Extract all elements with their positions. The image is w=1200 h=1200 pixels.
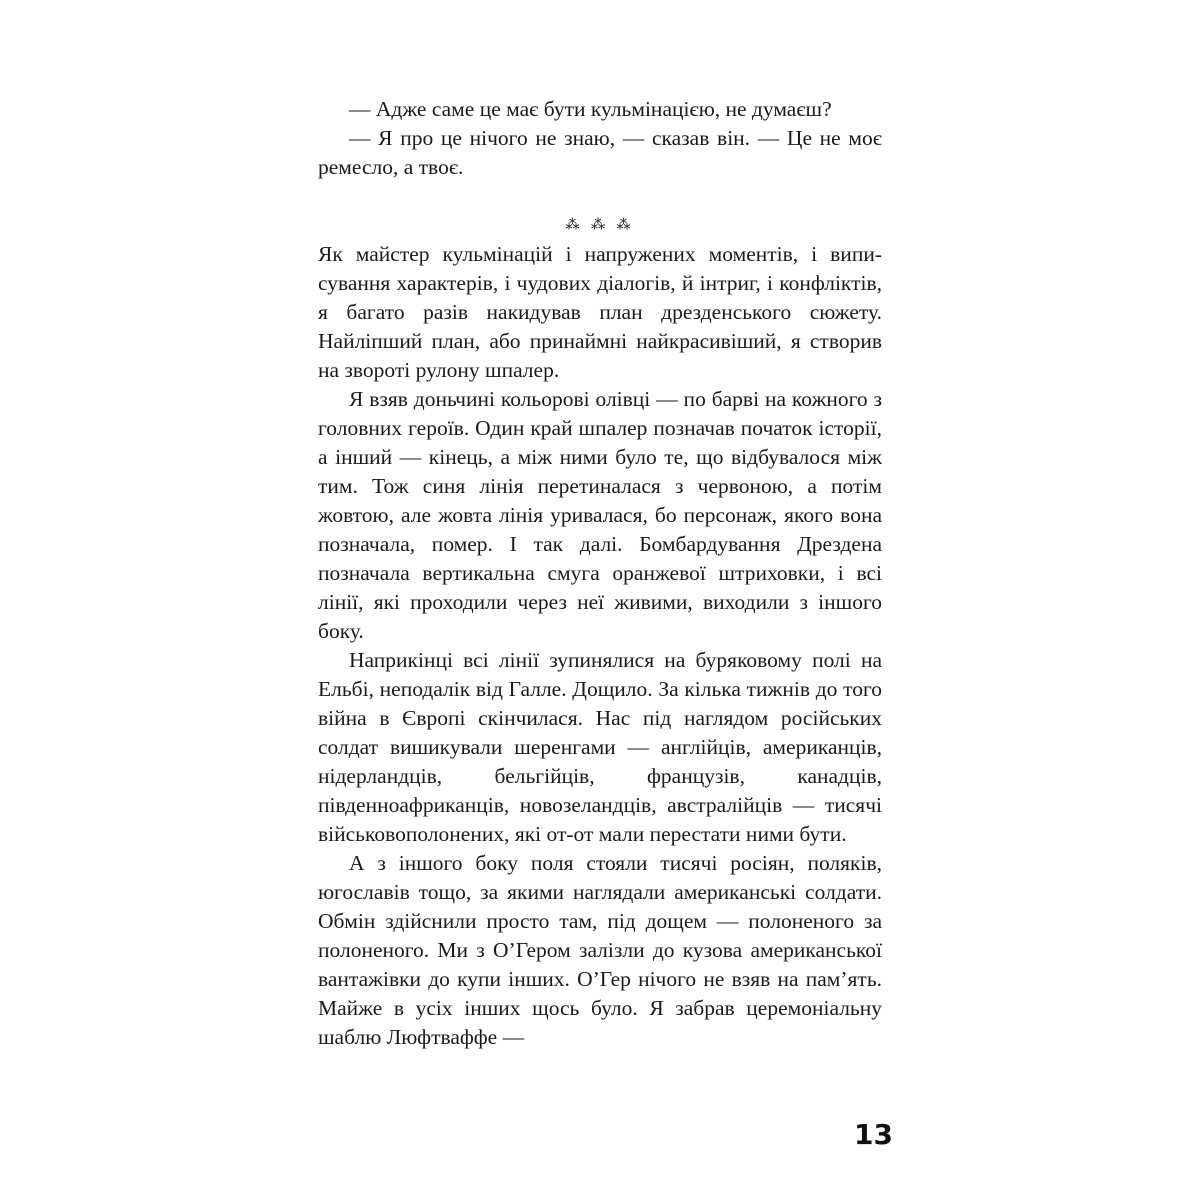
paragraph: Наприкінці всі лінії зупинялися на буряковому полі на Ельбі, неподалік від Галле. Дощило. За кілька тижнів до того війна в Європі скінчилася. Нас під наглядом російських солдат вишикували шеренгами — англійців, американців, нідерландців, бельгійців, французів, канадців, південноафриканців, новозеландців, австралійців — тисячі військовополонених, які от-от мали перестати ними бути.	[318, 648, 882, 846]
paragraph: Як майстер кульмінацій і напружених моментів, і виписування характерів, і чудових діалогів, й інтриг, і конфліктів, я багато разів накидував план дрезденського сюжету. Найліпший план, або принаймні найкрасивіший, я створив на звороті рулону шпалер.	[318, 242, 882, 382]
dialogue-block	[318, 95, 882, 182]
page-number: 13	[854, 1118, 893, 1151]
section-separator: ⁂ ⁂ ⁂	[565, 218, 635, 233]
dialogue-line: — Я про це нічого не знаю, — сказав він. — Це не моє ремесло, а твоє.	[318, 126, 882, 179]
page-body	[318, 95, 882, 1052]
paragraph: Я взяв доньчині кольорові олівці — по барві на кожного з головних героїв. Один край шпалер позначав початок історії, а інший — кінець, а між ними було те, що відбувалося між тим. Тож синя лінія перетиналася з червоною, а потім жовтою, але жовта лінія уривалася, бо персонаж, якого вона позначала, помер. І так далі. Бомбардування Дрездена позначала вертикальна смуга оранжевої штриховки, і всі лінії, які проходили через неї живими, виходили з іншого боку.	[318, 387, 882, 643]
dialogue-line: — Адже саме це має бути кульмінацією, не думаєш?	[349, 97, 832, 121]
paragraph: А з іншого боку поля стояли тисячі росіян, поляків, югославів тощо, за якими наглядали американські солдати. Обмін здійснили просто там, під дощем — полоненого за полоненого. Ми з О’Гером залізли до кузова американської вантажівки до купи інших. О’Гер нічого не взяв на пам’ять. Майже в усіх інших щось було. Я забрав церемоніальну шаблю Люфтваффе —	[318, 851, 882, 1049]
